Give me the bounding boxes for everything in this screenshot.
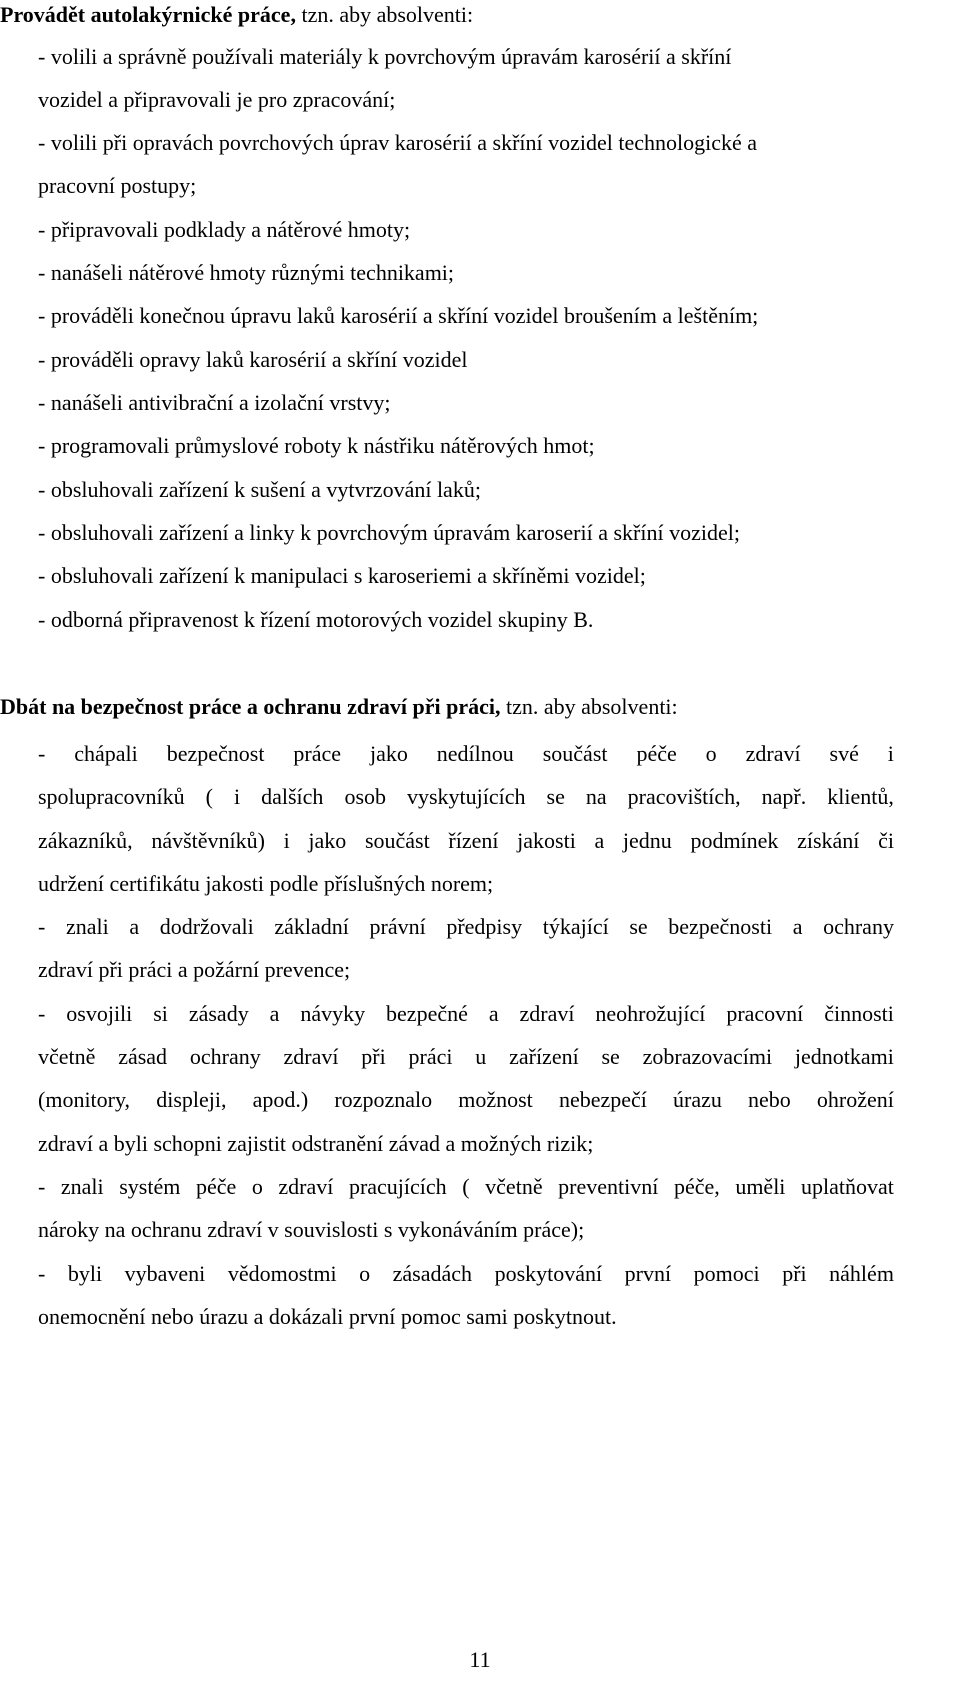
page-number: 11 — [469, 1647, 491, 1672]
word: bezpečné — [386, 1001, 468, 1026]
section2-line — [38, 741, 894, 767]
word: zdraví — [745, 741, 801, 766]
word: při — [361, 1044, 386, 1069]
word: displeji, — [156, 1087, 227, 1112]
section2-line — [38, 914, 894, 940]
word: jakosti — [517, 828, 576, 853]
section2-line — [38, 1001, 894, 1027]
word: podmínek — [690, 828, 779, 853]
section1-line: - obsluhovali zařízení k sušení a vytvrzování laků; — [38, 477, 481, 502]
word: ohrožení — [816, 1087, 894, 1112]
word: součást — [364, 828, 430, 853]
section2-line — [38, 1044, 894, 1070]
word: při — [782, 1261, 807, 1286]
word: - — [38, 1261, 46, 1286]
word: ( — [205, 784, 213, 809]
word: i — [283, 828, 290, 853]
word: o — [359, 1261, 371, 1286]
word: byli — [67, 1261, 103, 1286]
word: dalších — [261, 784, 324, 809]
word: vědomostmi — [227, 1261, 337, 1286]
section1-line: - programovali průmyslové roboty k nástřiku nátěrových hmot; — [38, 433, 595, 458]
word: bezpečnosti — [668, 914, 773, 939]
word: zařízení — [509, 1044, 579, 1069]
word: systém — [119, 1174, 181, 1199]
word: zdraví — [283, 1044, 339, 1069]
section1-heading — [0, 2, 473, 28]
word: právní — [369, 914, 426, 939]
section1-line: - odborná připravenost k řízení motorových vozidel skupiny B. — [38, 607, 594, 632]
word: pomoci — [693, 1261, 760, 1286]
word: se — [546, 784, 565, 809]
section1-heading-rest: tzn. aby absolventi: — [295, 2, 474, 27]
word: a — [792, 914, 803, 939]
word: i — [887, 741, 894, 766]
word: činnosti — [824, 1001, 894, 1026]
word: jednu — [622, 828, 672, 853]
word: návštěvníků) — [151, 828, 265, 853]
word: péče — [636, 741, 677, 766]
word: vyskytujících — [407, 784, 526, 809]
word: o — [705, 741, 717, 766]
word: osvojili — [66, 1001, 133, 1026]
word: preventivní — [558, 1174, 659, 1199]
section2-heading-bold: Dbát na bezpečnost práce a ochranu zdraví při práci, — [0, 694, 501, 719]
word: předpisy — [446, 914, 523, 939]
word: nebo — [748, 1087, 791, 1112]
section1-line: - prováděli konečnou úpravu laků karosérií a skříní vozidel broušením a leštěním; — [38, 303, 759, 328]
word: dodržovali — [159, 914, 254, 939]
word: a — [129, 914, 140, 939]
word: zdraví — [278, 1174, 334, 1199]
word: zásady — [188, 1001, 249, 1026]
word: - — [38, 1001, 46, 1026]
section1-line: - obsluhovali zařízení k manipulaci s karoseriemi a skříněmi vozidel; — [38, 563, 646, 588]
section2-line: zdraví a byli schopni zajistit odstranění závad a možných rizik; — [38, 1131, 594, 1156]
word: týkající — [542, 914, 609, 939]
word: možnost — [458, 1087, 533, 1112]
word: nebezpečí — [558, 1087, 647, 1112]
word: uměli — [735, 1174, 786, 1199]
word: chápali — [74, 741, 138, 766]
section2-line — [38, 1261, 894, 1287]
word: se — [601, 1044, 620, 1069]
word: péče, — [673, 1174, 720, 1199]
word: jako — [369, 741, 408, 766]
word: součást — [542, 741, 608, 766]
section1-line: - volili a správně používali materiály k povrchovým úpravám karosérií a skříní — [38, 44, 732, 69]
word: u — [475, 1044, 487, 1069]
word: apod.) — [252, 1087, 309, 1112]
section2-line: onemocnění nebo úrazu a dokázali první pomoc sami poskytnout. — [38, 1304, 617, 1329]
word: ochrany — [189, 1044, 261, 1069]
section2-heading-rest: tzn. aby absolventi: — [500, 694, 678, 719]
word: bezpečnost — [166, 741, 265, 766]
word: rozpoznalo — [334, 1087, 433, 1112]
word: znali — [60, 1174, 104, 1199]
section1-heading-bold: Provádět autolakýrnické práce, — [0, 2, 296, 27]
word: zásad — [118, 1044, 168, 1069]
section1-line: - připravovali podklady a nátěrové hmoty; — [38, 217, 411, 242]
word: i — [233, 784, 241, 809]
word: práce — [293, 741, 342, 766]
word: - — [38, 914, 46, 939]
word: včetně — [485, 1174, 543, 1199]
word: včetně — [38, 1044, 96, 1069]
word: úrazu — [673, 1087, 722, 1112]
word: na — [585, 784, 607, 809]
section2-line — [38, 828, 894, 854]
word: neohrožující — [595, 1001, 706, 1026]
word: a — [269, 1001, 280, 1026]
word: návyky — [300, 1001, 366, 1026]
word: znali — [65, 914, 109, 939]
word: jako — [308, 828, 347, 853]
word: a — [594, 828, 605, 853]
section1-line: - volili při opravách povrchových úprav karosérií a skříní vozidel technologické a — [38, 130, 758, 155]
section1-line: pracovní postupy; — [38, 173, 197, 198]
section2-line — [38, 784, 894, 810]
word: např. — [761, 784, 807, 809]
word: základní — [274, 914, 349, 939]
word: uplatňovat — [801, 1174, 894, 1199]
section2-heading — [0, 694, 678, 720]
word: - — [38, 741, 46, 766]
word: nedílnou — [436, 741, 514, 766]
word: vybaveni — [124, 1261, 206, 1286]
word: zákazníků, — [38, 828, 133, 853]
word: si — [153, 1001, 168, 1026]
word: zdraví — [519, 1001, 575, 1026]
word: náhlém — [829, 1261, 894, 1286]
word: péče — [195, 1174, 237, 1199]
word: osob — [344, 784, 386, 809]
word: - — [38, 1174, 46, 1199]
section2-line: zdraví při práci a požární prevence; — [38, 957, 351, 982]
word: pracovní — [726, 1001, 804, 1026]
section2-line — [38, 1087, 894, 1113]
section1-line: - obsluhovali zařízení a linky k povrchovým úpravám karoserií a skříní vozidel; — [38, 520, 740, 545]
section1-line: - nanášeli nátěrové hmoty různými technikami; — [38, 260, 455, 285]
section2-line: nároky na ochranu zdraví v souvislosti s vykonáváním práce); — [38, 1217, 585, 1242]
word: (monitory, — [38, 1087, 131, 1112]
word: ( — [462, 1174, 470, 1199]
word: pracujících — [348, 1174, 447, 1199]
word: a — [488, 1001, 499, 1026]
section1-line: - prováděli opravy laků karosérií a skříní vozidel — [38, 347, 468, 372]
word: první — [624, 1261, 672, 1286]
word: řízení — [448, 828, 499, 853]
word: zásadách — [392, 1261, 473, 1286]
word: jednotkami — [794, 1044, 894, 1069]
section1-line: - nanášeli antivibrační a izolační vrstvy; — [38, 390, 391, 415]
section1-line: vozidel a připravovali je pro zpracování; — [38, 87, 396, 112]
word: své — [829, 741, 859, 766]
word: práci — [408, 1044, 453, 1069]
word: se — [629, 914, 648, 939]
word: poskytování — [494, 1261, 603, 1286]
word: pracovištích, — [627, 784, 741, 809]
word: spolupracovníků — [38, 784, 185, 809]
word: získání — [797, 828, 860, 853]
word: či — [878, 828, 894, 853]
word: zobrazovacími — [642, 1044, 773, 1069]
word: klientů, — [827, 784, 894, 809]
section2-line: udržení certifikátu jakosti podle příslušných norem; — [38, 871, 494, 896]
section2-line — [38, 1174, 894, 1200]
word: ochrany — [823, 914, 894, 939]
word: o — [251, 1174, 263, 1199]
